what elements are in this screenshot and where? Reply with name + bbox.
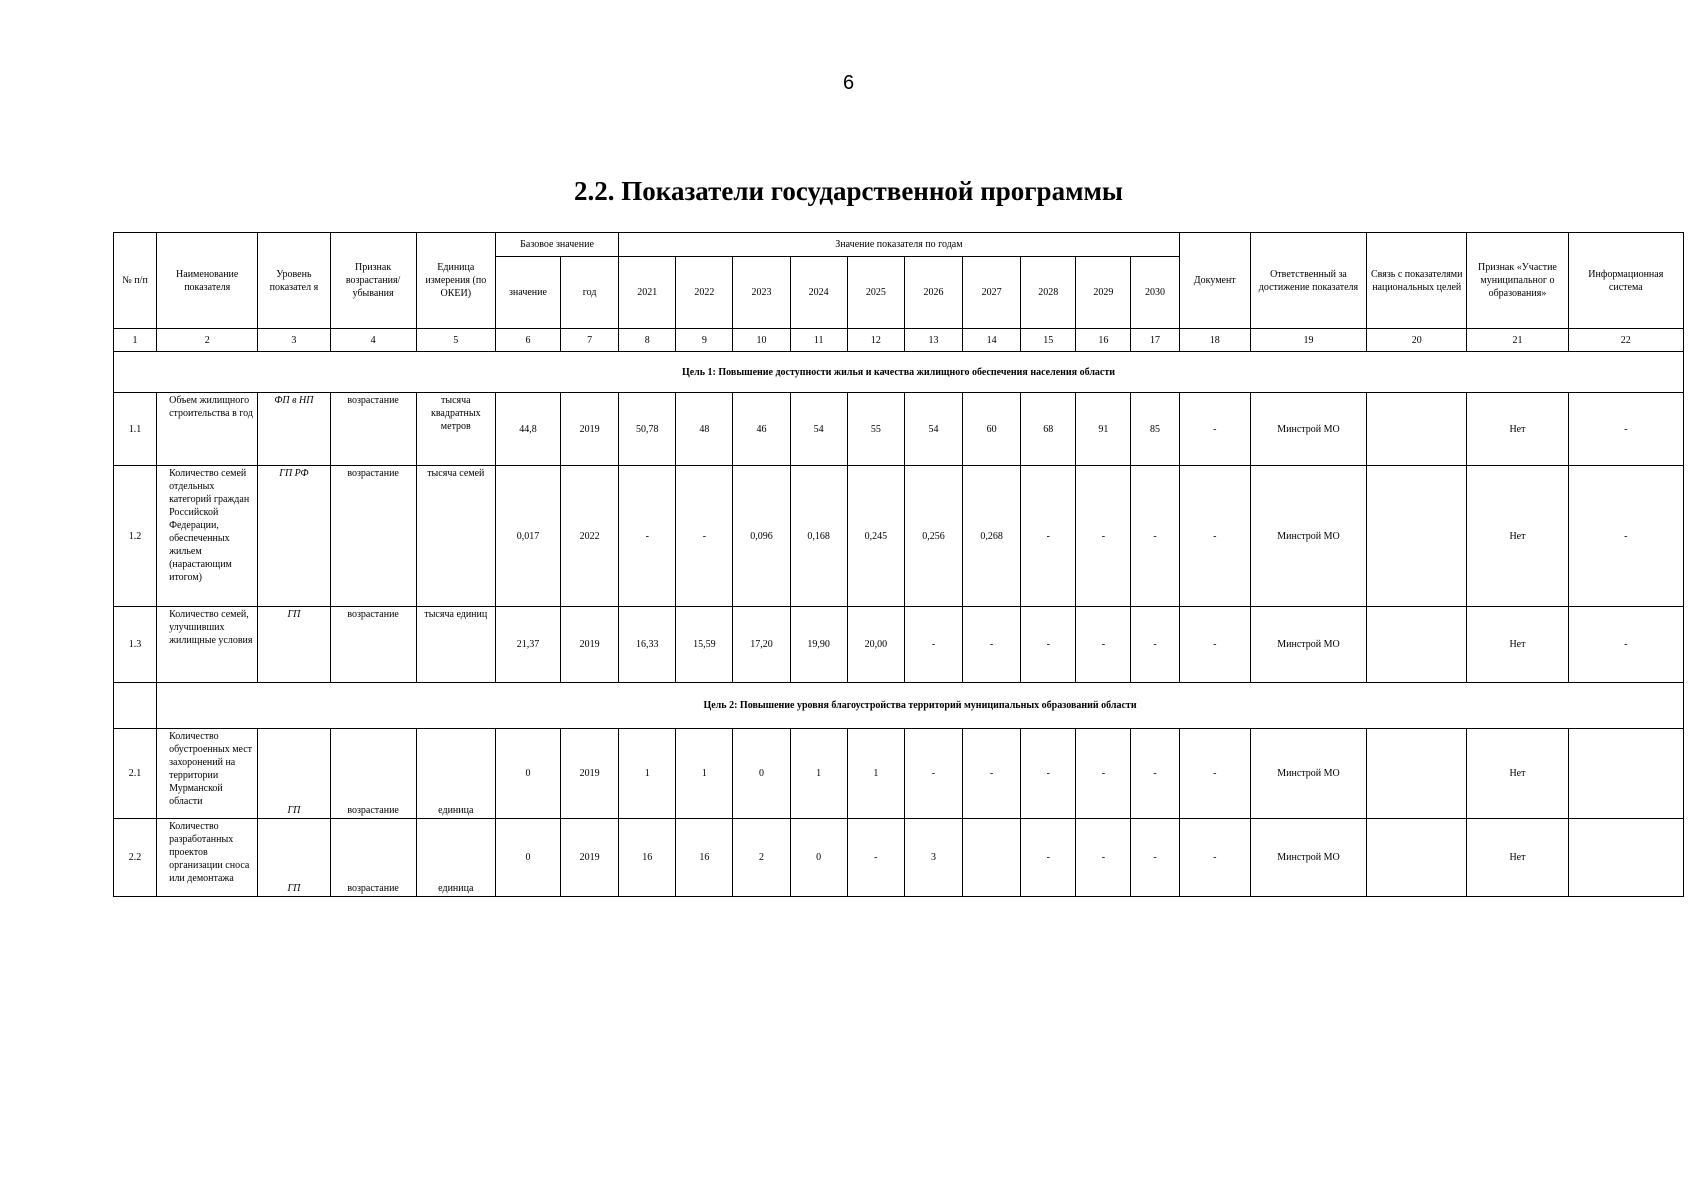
column-number: 9 — [676, 329, 733, 352]
column-number: 20 — [1367, 329, 1467, 352]
cell-base-value: 21,37 — [495, 607, 560, 683]
cell-year-value: 1 — [676, 729, 733, 819]
cell-document: - — [1179, 607, 1250, 683]
cell-year-value: - — [1021, 466, 1076, 607]
header-year: 2029 — [1076, 257, 1131, 329]
header-municipal: Признак «Участие муниципальног о образования» — [1467, 233, 1568, 329]
cell-year-value: 17,20 — [733, 607, 790, 683]
cell-base-year: 2019 — [561, 607, 619, 683]
column-number: 14 — [963, 329, 1021, 352]
header-unit: Единица измерения (по ОКЕИ) — [416, 233, 495, 329]
cell-year-value: 20,00 — [847, 607, 904, 683]
cell-base-year: 2019 — [561, 393, 619, 466]
cell-year-value: 1 — [847, 729, 904, 819]
cell-unit: единица — [416, 729, 495, 819]
header-base-group: Базовое значение — [495, 233, 618, 257]
cell-responsible: Минстрой МО — [1250, 393, 1366, 466]
column-number: 6 — [495, 329, 560, 352]
cell-year-value — [963, 819, 1021, 897]
column-number: 5 — [416, 329, 495, 352]
header-level: Уровень показател я — [258, 233, 330, 329]
header-year: 2024 — [790, 257, 847, 329]
cell-unit: тысяча семей — [416, 466, 495, 607]
cell-year-value: 68 — [1021, 393, 1076, 466]
cell-year-value: 54 — [790, 393, 847, 466]
cell-base-value: 0 — [495, 729, 560, 819]
header-base-year: год — [561, 257, 619, 329]
cell-name: Количество семей отдельных категорий граждан Российской Федерации, обеспеченных жильем (нарастающим итогом) — [157, 466, 258, 607]
cell-year-value: 0,096 — [733, 466, 790, 607]
indicators-table — [113, 232, 1684, 897]
cell-year-value: 48 — [676, 393, 733, 466]
column-number: 12 — [847, 329, 904, 352]
cell-name: Количество обустроенных мест захоронений на территории Мурманской области — [157, 729, 258, 819]
cell-year-value: 0,245 — [847, 466, 904, 607]
cell-year-value: 0,168 — [790, 466, 847, 607]
cell-document: - — [1179, 819, 1250, 897]
cell-document: - — [1179, 729, 1250, 819]
cell-municipal: Нет — [1467, 819, 1568, 897]
header-link: Связь с показателями национальных целей — [1367, 233, 1467, 329]
column-number: 3 — [258, 329, 330, 352]
cell-year-value: 46 — [733, 393, 790, 466]
header-name: Наименование показателя — [157, 233, 258, 329]
cell-info-system: - — [1568, 466, 1683, 607]
cell-year-value: - — [1131, 607, 1179, 683]
header-year: 2021 — [619, 257, 676, 329]
column-number: 11 — [790, 329, 847, 352]
table-row — [114, 607, 1684, 683]
cell-year-value: 16 — [676, 819, 733, 897]
column-numbers-row — [114, 329, 1684, 352]
cell-year-value: - — [963, 729, 1021, 819]
cell-year-value: 50,78 — [619, 393, 676, 466]
header-year: 2030 — [1131, 257, 1179, 329]
cell-num: 1.1 — [114, 393, 157, 466]
cell-year-value: - — [1021, 819, 1076, 897]
cell-year-value: 1 — [790, 729, 847, 819]
cell-info-system — [1568, 819, 1683, 897]
cell-year-value: - — [1076, 466, 1131, 607]
cell-unit: тысяча единиц — [416, 607, 495, 683]
cell-base-value: 0,017 — [495, 466, 560, 607]
cell-link — [1367, 607, 1467, 683]
cell-unit: тысяча квадратных метров — [416, 393, 495, 466]
cell-info-system: - — [1568, 607, 1683, 683]
cell-municipal: Нет — [1467, 729, 1568, 819]
cell-name: Объем жилищного строительства в год — [157, 393, 258, 466]
cell-municipal: Нет — [1467, 393, 1568, 466]
cell-info-system — [1568, 729, 1683, 819]
cell-document: - — [1179, 466, 1250, 607]
cell-year-value: - — [847, 819, 904, 897]
goal-spacer-cell — [114, 683, 157, 729]
cell-year-value: - — [676, 466, 733, 607]
cell-municipal: Нет — [1467, 466, 1568, 607]
cell-num: 1.3 — [114, 607, 157, 683]
cell-base-value: 44,8 — [495, 393, 560, 466]
header-year: 2022 — [676, 257, 733, 329]
column-number: 13 — [904, 329, 962, 352]
cell-year-value: - — [619, 466, 676, 607]
cell-name: Количество семей, улучшивших жилищные условия — [157, 607, 258, 683]
cell-level: ФП в НП — [258, 393, 330, 466]
cell-name: Количество разработанных проектов организации сноса или демонтажа — [157, 819, 258, 897]
cell-year-value: - — [1076, 819, 1131, 897]
cell-year-value: 1 — [619, 729, 676, 819]
column-number: 2 — [157, 329, 258, 352]
column-number: 1 — [114, 329, 157, 352]
cell-year-value: 0 — [733, 729, 790, 819]
header-years-group: Значение показателя по годам — [619, 233, 1179, 257]
cell-year-value: - — [1021, 607, 1076, 683]
cell-level: ГП — [258, 729, 330, 819]
cell-link — [1367, 466, 1467, 607]
cell-year-value: 0,256 — [904, 466, 962, 607]
cell-year-value: 15,59 — [676, 607, 733, 683]
header-year: 2026 — [904, 257, 962, 329]
header-year: 2023 — [733, 257, 790, 329]
cell-year-value: - — [1131, 466, 1179, 607]
cell-sign: возрастание — [330, 819, 416, 897]
cell-base-year: 2019 — [561, 729, 619, 819]
header-sign: Признак возрастания/ убывания — [330, 233, 416, 329]
column-number: 8 — [619, 329, 676, 352]
cell-year-value: - — [1076, 607, 1131, 683]
header-year: 2027 — [963, 257, 1021, 329]
table-row — [114, 393, 1684, 466]
column-number: 10 — [733, 329, 790, 352]
cell-municipal: Нет — [1467, 607, 1568, 683]
cell-num: 1.2 — [114, 466, 157, 607]
cell-level: ГП — [258, 819, 330, 897]
cell-sign: возрастание — [330, 466, 416, 607]
cell-unit: единица — [416, 819, 495, 897]
cell-year-value: - — [1076, 729, 1131, 819]
cell-year-value: 0 — [790, 819, 847, 897]
column-number: 22 — [1568, 329, 1683, 352]
cell-num: 2.1 — [114, 729, 157, 819]
cell-year-value: 54 — [904, 393, 962, 466]
column-number: 16 — [1076, 329, 1131, 352]
goal-title: Цель 2: Повышение уровня благоустройства территорий муниципальных образований области — [157, 683, 1684, 729]
cell-base-year: 2022 — [561, 466, 619, 607]
table-row — [114, 819, 1684, 897]
header-base-value: значение — [495, 257, 560, 329]
cell-link — [1367, 729, 1467, 819]
goal-row — [114, 352, 1684, 393]
column-number: 17 — [1131, 329, 1179, 352]
table-row — [114, 729, 1684, 819]
header-info-system: Информационная система — [1568, 233, 1683, 329]
cell-info-system: - — [1568, 393, 1683, 466]
cell-year-value: 2 — [733, 819, 790, 897]
cell-level: ГП — [258, 607, 330, 683]
page-number: 6 — [842, 72, 855, 94]
cell-link — [1367, 393, 1467, 466]
cell-year-value: 3 — [904, 819, 962, 897]
column-number: 19 — [1250, 329, 1366, 352]
cell-year-value: - — [1021, 729, 1076, 819]
header-year: 2028 — [1021, 257, 1076, 329]
column-number: 7 — [561, 329, 619, 352]
cell-num: 2.2 — [114, 819, 157, 897]
cell-year-value: 0,268 — [963, 466, 1021, 607]
cell-level: ГП РФ — [258, 466, 330, 607]
table-row — [114, 466, 1684, 607]
cell-year-value: 91 — [1076, 393, 1131, 466]
cell-responsible: Минстрой МО — [1250, 466, 1366, 607]
cell-sign: возрастание — [330, 729, 416, 819]
cell-base-value: 0 — [495, 819, 560, 897]
column-number: 15 — [1021, 329, 1076, 352]
cell-year-value: - — [904, 729, 962, 819]
cell-year-value: - — [1131, 819, 1179, 897]
cell-sign: возрастание — [330, 607, 416, 683]
cell-sign: возрастание — [330, 393, 416, 466]
cell-year-value: 19,90 — [790, 607, 847, 683]
cell-year-value: - — [1131, 729, 1179, 819]
cell-year-value: 16 — [619, 819, 676, 897]
header-responsible: Ответственный за достижение показателя — [1250, 233, 1366, 329]
cell-year-value: 55 — [847, 393, 904, 466]
goal-title: Цель 1: Повышение доступности жилья и качества жилищного обеспечения населения области — [114, 352, 1684, 393]
column-number: 21 — [1467, 329, 1568, 352]
column-number: 4 — [330, 329, 416, 352]
column-number: 18 — [1179, 329, 1250, 352]
cell-year-value: - — [904, 607, 962, 683]
cell-link — [1367, 819, 1467, 897]
cell-year-value: 16,33 — [619, 607, 676, 683]
cell-year-value: - — [963, 607, 1021, 683]
cell-responsible: Минстрой МО — [1250, 819, 1366, 897]
cell-responsible: Минстрой МО — [1250, 729, 1366, 819]
header-document: Документ — [1179, 233, 1250, 329]
cell-document: - — [1179, 393, 1250, 466]
cell-year-value: 60 — [963, 393, 1021, 466]
cell-base-year: 2019 — [561, 819, 619, 897]
section-title: 2.2. Показатели государственной программы — [574, 176, 1123, 206]
goal-row — [114, 683, 1684, 729]
cell-year-value: 85 — [1131, 393, 1179, 466]
cell-responsible: Минстрой МО — [1250, 607, 1366, 683]
header-num: № п/п — [114, 233, 157, 329]
header-year: 2025 — [847, 257, 904, 329]
